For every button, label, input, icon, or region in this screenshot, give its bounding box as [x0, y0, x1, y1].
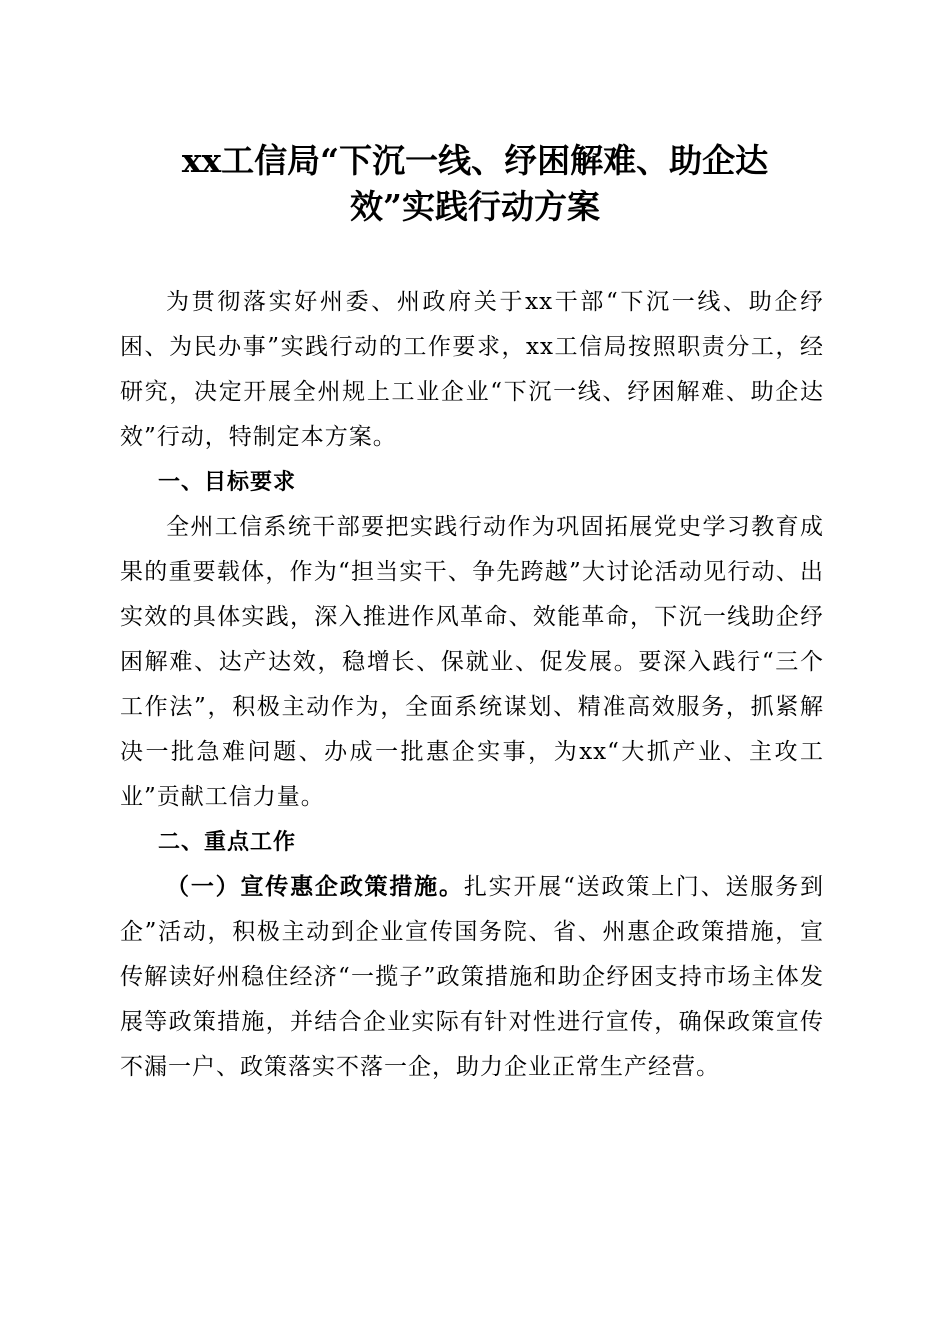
- intro-paragraph: 为贯彻落实好州委、州政府关于xx干部“下沉一线、助企纾困、为民办事”实践行动的工作要求，xx工信局按照职责分工，经研究，决定开展全州规上工业企业“下沉一线、纾困解难、助企达效”行动，特制定本方案。: [120, 289, 824, 450]
- key-work-item-1: [120, 865, 824, 1090]
- document-title: [120, 138, 830, 230]
- item-1-heading: （一）宣传惠企政策措施。: [166, 874, 464, 900]
- section-heading-goals: 一、目标要求: [158, 470, 297, 495]
- item-1-text: 扎实开展“送政策上门、送服务到企”活动，积极主动到企业宣传国务院、省、州惠企政策措施，宣传解读好州稳住经济“一揽子”政策措施和助企纾困支持市场主体发展等政策措施，并结合企业实际有针对性进行宣传，确保政策宣传不漏一户、政策落实不落一企，助力企业正常生产经营。: [120, 874, 825, 1080]
- document-body: [120, 280, 824, 1090]
- title-line-2: 效”实践行动方案: [350, 187, 600, 226]
- goals-paragraph: 全州工信系统干部要把实践行动作为巩固拓展党史学习教育成果的重要载体，作为“担当实干、争先跨越”大讨论活动见行动、出实效的具体实践，深入推进作风革命、效能革命，下沉一线助企纾困解难、达产达效，稳增长、保就业、促发展。要深入践行“三个工作法”，积极主动作为，全面系统谋划、精准高效服务，抓紧解决一批急难问题、办成一批惠企实事，为xx“大抓产业、主攻工业”贡献工信力量。: [120, 514, 824, 810]
- title-line-1: xx工信局“下沉一线、纾困解难、助企达: [181, 141, 769, 180]
- section-heading-key-work: 二、重点工作: [158, 830, 297, 855]
